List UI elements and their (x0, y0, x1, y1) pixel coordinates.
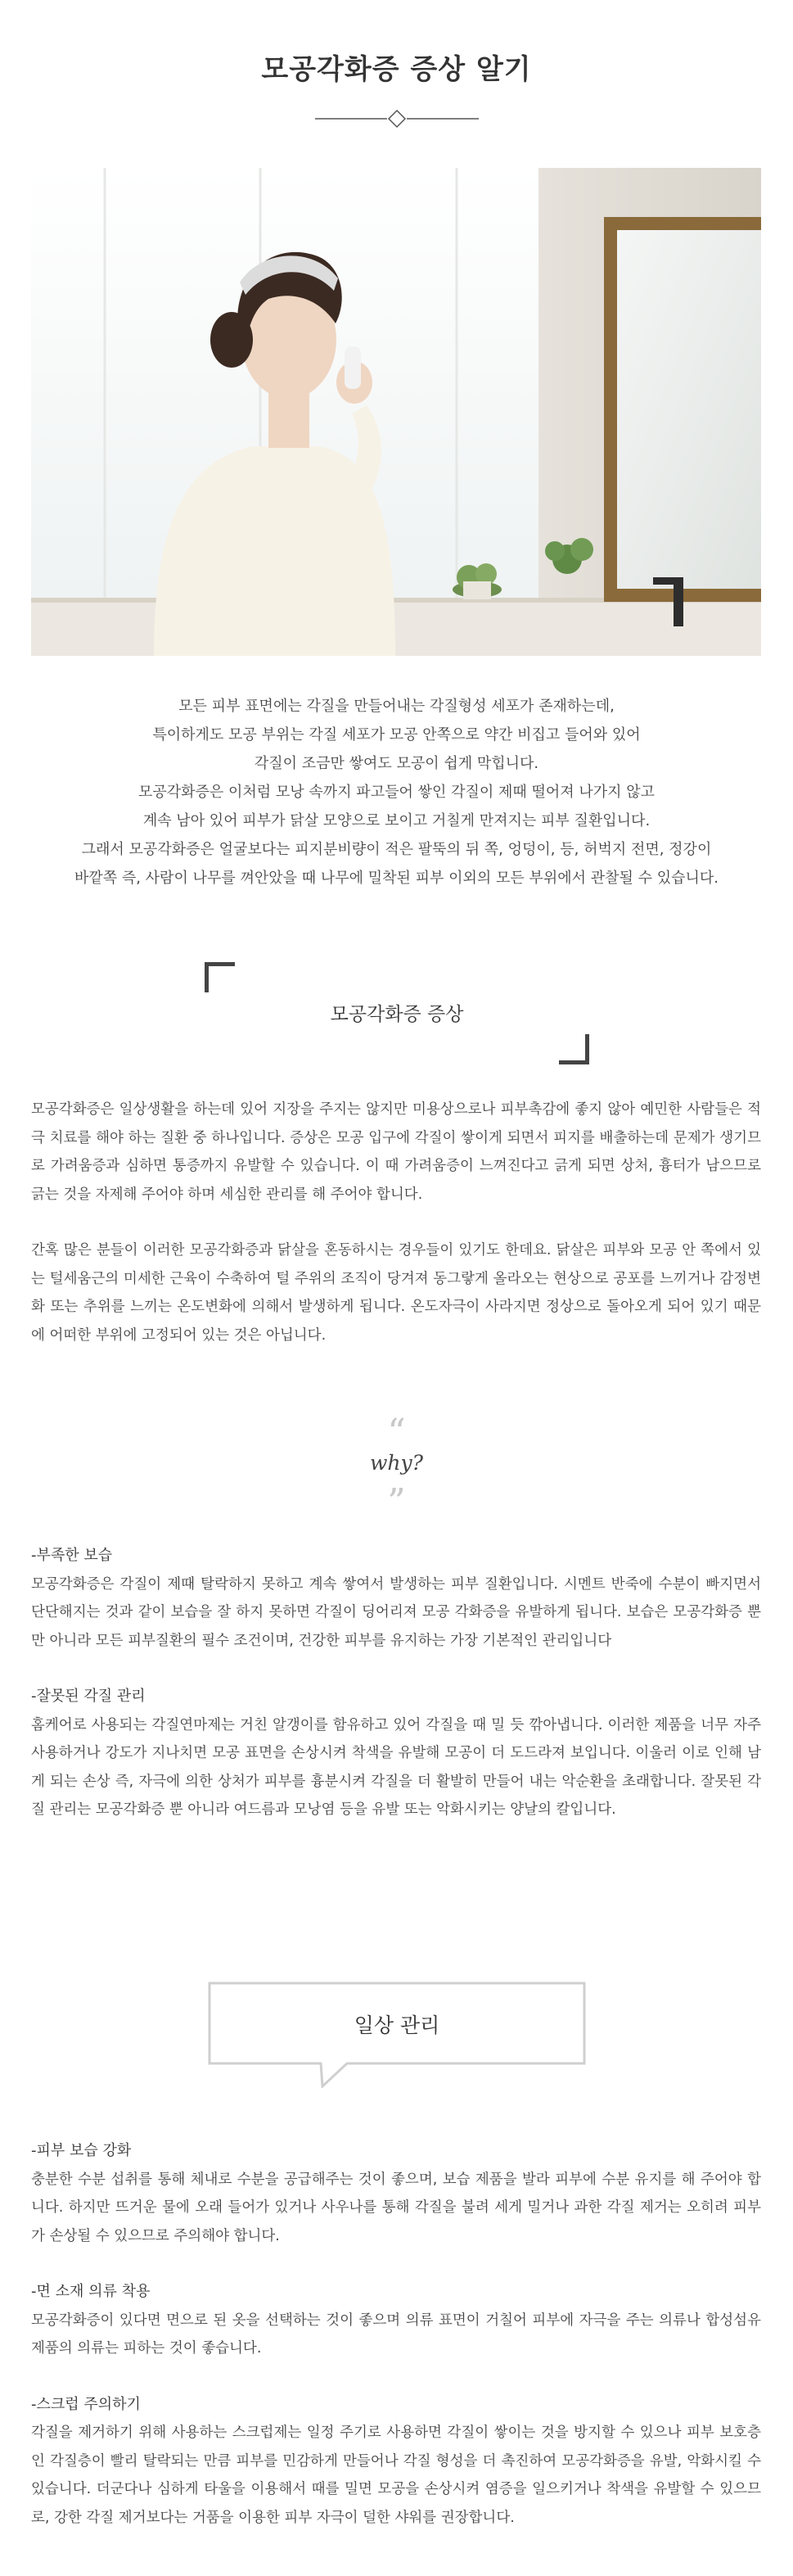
why-item-heading: -잘못된 각질 관리 (31, 1688, 146, 1705)
care-body (31, 2137, 761, 2532)
care-item-text: 각질을 제거하기 위해 사용하는 스크럽제는 일정 주기로 사용하면 각질이 쌓이는 것을 방지할 수 있으나 피부 보호층인 각질층이 빨리 탈락되는 만큼 피부를 민감하게 만들어나 각질 형성을 더 촉진하여 모공각화증을 유발, 악화시킬 수 있습니다. 더군다나 심하게 타울을 이용해서 때를 밀면 모공을 손상시켜 염증을 일으키거나 착색을 유발할 수 있으므로, 강한 각질 제거보다는 거품을 이용한 피부 자극이 덜한 샤워를 권장합니다. (31, 2425, 761, 2526)
intro-text (0, 692, 793, 893)
title-divider (315, 106, 479, 131)
bracket-corner (205, 962, 235, 992)
care-item-text: 충분한 수분 섭취를 통해 체내로 수분을 공급해주는 것이 좋으며, 보습 제품을 발라 피부에 수분 유지를 해 주어야 합니다. 하지만 뜨거운 물에 오래 들어가 있거나 사우나를 통해 각질을 불려 세게 밀거나 과한 각질 제거는 오히려 피부가 손상될 수 있으므로 주의해야 합니다. (31, 2171, 761, 2244)
intro-line: 모든 피부 표면에는 각질을 만들어내는 각질형성 세포가 존재하는데, (178, 698, 615, 715)
intro-line: 계속 남아 있어 피부가 닭살 모양으로 보이고 거칠게 만져지는 피부 질환입니다. (142, 812, 651, 829)
why-item-text: 홈케어로 사용되는 각질연마제는 거친 알갱이를 함유하고 있어 각질을 때 밀 듯 깎아냅니다. 이러한 제품을 너무 자주 사용하거나 강도가 지나치면 모공 표면을 손상시켜 착색을 유발해 모공이 더 도드라져 보입니다. 이울러 이로 인해 남게 되는 손상 즉, 자극에 의한 상처가 피부를 흉분시켜 각질을 더 활발히 만들어 내는 악순환을 초래합니다. 잘못된 각질 관리는 모공각화증 뿐 아니라 여드름과 모낭염 등을 유발 또는 악화시키는 양날의 칼입니다. (31, 1716, 761, 1818)
close-quote-mark: ” (387, 1481, 406, 1523)
intro-line: 특이하게도 모공 부위는 각질 세포가 모공 안쪽으로 약간 비집고 들어와 있어 (152, 726, 641, 743)
intro-line: 각질이 조금만 쌓여도 모공이 쉽게 막힙니다. (254, 755, 539, 772)
intro-line: 바깥쪽 즉, 사람이 나무를 껴안았을 때 나무에 밀착된 피부 이외의 모든 부위에서 관찰될 수 있습니다. (74, 870, 719, 887)
care-item-heading: -피부 보습 강화 (31, 2142, 132, 2159)
bracket-corner (559, 1034, 589, 1064)
care-heading: 일상 관리 (354, 2013, 440, 2037)
symptoms-body (31, 1096, 761, 1349)
hero-illustration (31, 168, 761, 656)
why-item-text: 모공각화증은 각질이 제때 탈락하지 못하고 계속 쌓여서 발생하는 피부 질환입니다. 시멘트 반죽에 수분이 빠지면서 단단해지는 것과 같이 보습을 잘 하지 못하면 각질이 딩어리져 모공 각화증을 유발하게 됩니다. 보습은 모공각화증 뿐만 아니라 모든 피부질환의 필수 조건이며, 건강한 피부를 유지하는 가장 기본적인 관리입니다 (31, 1575, 761, 1649)
open-quote-mark: “ (387, 1412, 406, 1453)
intro-line: 그래서 모공각화증은 얼굴보다는 피지분비량이 적은 팔뚝의 뒤 쪽, 엉덩이, 등, 허벅지 전면, 정강이 (81, 841, 712, 858)
why-body (31, 1542, 761, 1824)
symptoms-paragraph: 간혹 많은 분들이 이러한 모공각화증과 닭살을 혼동하시는 경우들이 있기도 한데요. 닭살은 피부와 모공 안 쪽에서 있는 털세움근의 미세한 근육이 수축하여 털 주위의 조직이 당겨져 동그랗게 올라오는 현상으로 공포를 느끼거나 감정변화 또는 추위를 느끼는 온도변화에 의해서 발생하게 됩니다. 온도자극이 사라지면 정상으로 돌아오게 되어 있기 때문에 어떠한 부위에 고정되어 있는 것은 아닙니다. (31, 1242, 761, 1344)
care-heading-box (208, 1982, 586, 2088)
why-item-heading: -부족한 보습 (31, 1547, 113, 1564)
symptoms-paragraph: 모공각화증은 일상생활을 하는데 있어 지장을 주지는 않지만 미용상으로나 피부촉감에 좋지 않아 예민한 사람들은 적극 치료를 해야 하는 질환 중 하나입니다. 증상은 모공 입구에 각질이 쌓이게 되면서 피지를 배출하는데 문제가 생기므로 가려움증과 심하면 통증까지 유발할 수 있습니다. 이 때 가려움증이 느껴진다고 긁게 되면 상처, 흉터가 남으므로 긁는 것을 자제해 주어야 하며 세심한 관리를 해 주어야 합니다. (31, 1101, 761, 1203)
intro-line: 모공각화증은 이처럼 모낭 속까지 파고들어 쌓인 각질이 제때 떨어져 나가지 않고 (137, 784, 656, 801)
symptoms-heading: 모공각화증 증상 (330, 1004, 464, 1025)
care-item-heading: -스크럽 주의하기 (31, 2395, 141, 2413)
care-item-heading: -면 소재 의류 착용 (31, 2283, 151, 2300)
care-item-text: 모공각화증이 있다면 면으로 된 옷을 선택하는 것이 좋으며 의류 표면이 거칠어 피부에 자극을 주는 의류나 합성섬유제품의 의류는 피하는 것이 좋습니다. (31, 2312, 761, 2357)
symptoms-heading-box (205, 962, 589, 1064)
page-title: 모공각화증 증상 알기 (261, 52, 532, 86)
why-label: why? (369, 1451, 424, 1475)
